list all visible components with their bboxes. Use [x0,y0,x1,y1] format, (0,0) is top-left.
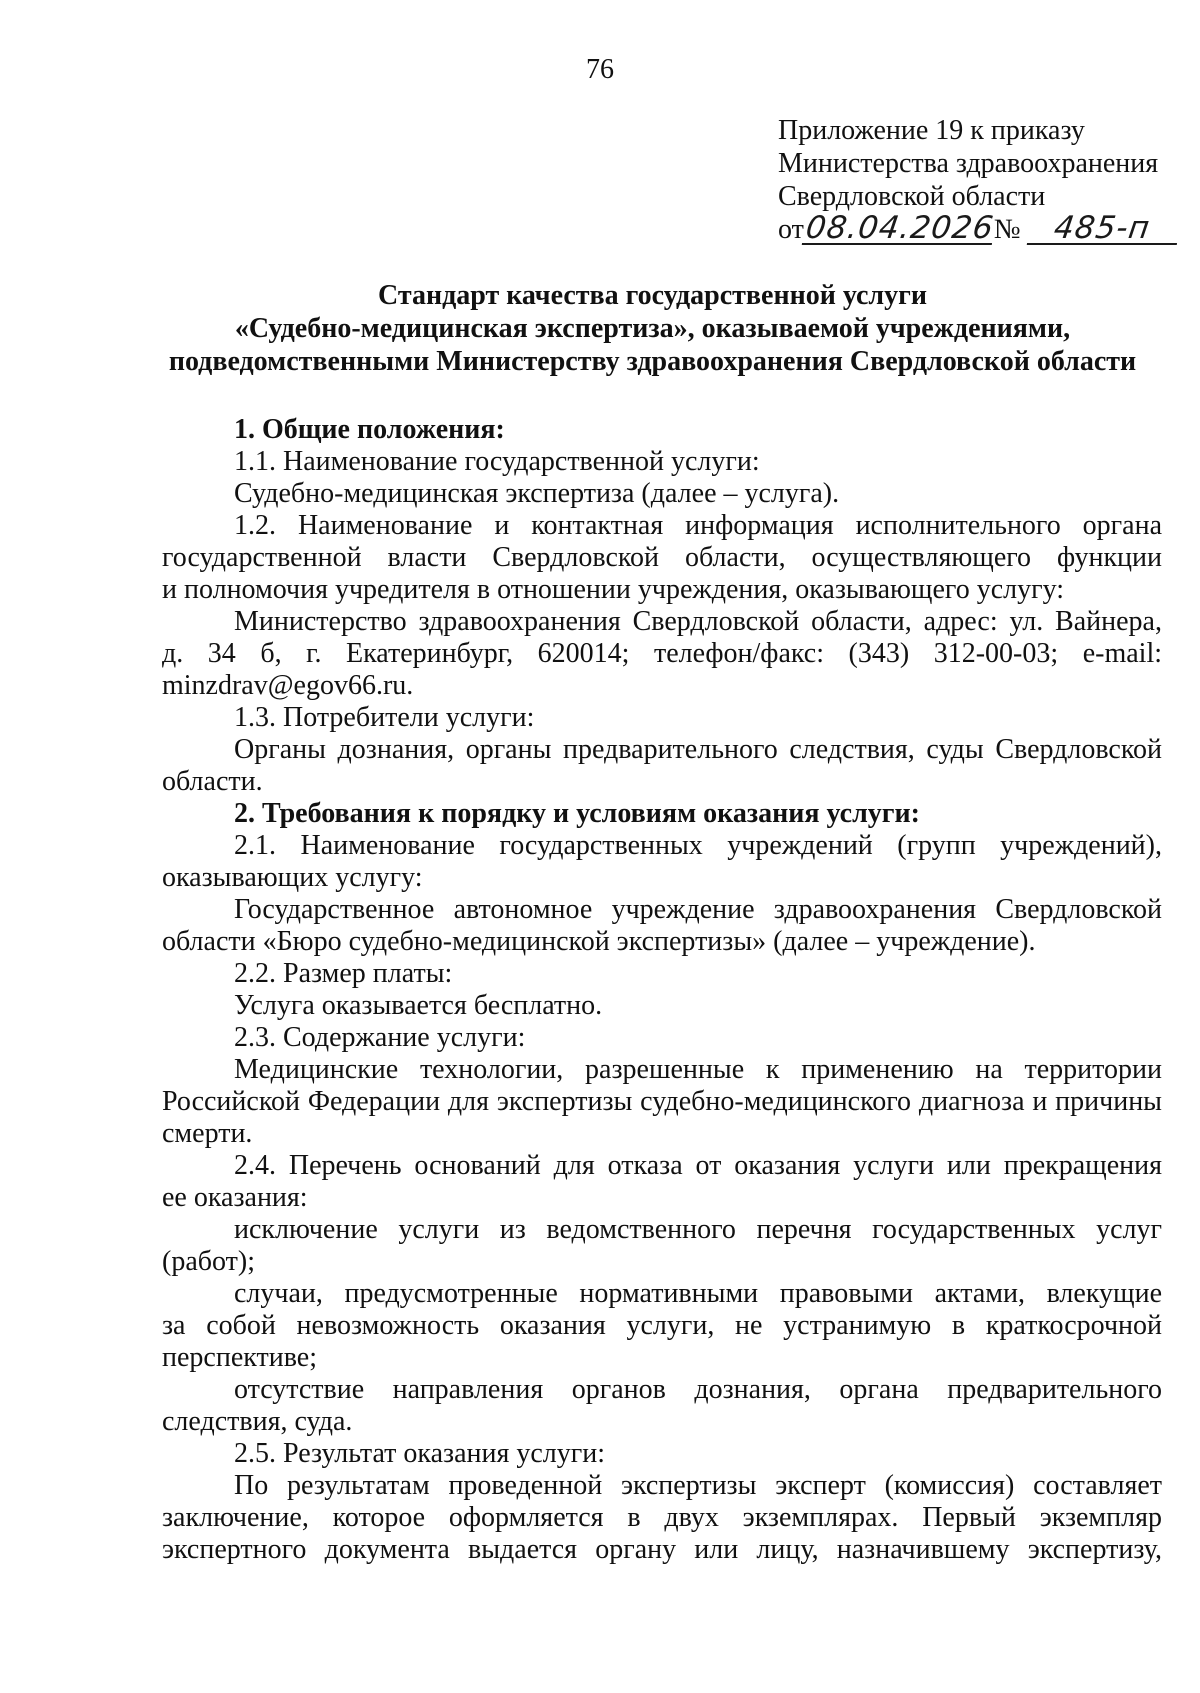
item-2-1-line-2: оказывающих услугу: [162,862,423,893]
item-2-5-text-line-1: По результатам проведенной экспертизы эксперт (комиссия) составляет [234,1470,1162,1501]
item-2-4-line-1: 2.4. Перечень оснований для отказа от оказания услуги или прекращения [234,1150,1162,1181]
item-1-3-text-line-1: Органы дознания, органы предварительного следствия, суды Свердловской [234,734,1162,765]
item-2-4-reason-2-line-1: случаи, предусмотренные нормативными правовыми актами, влекущие [234,1278,1162,1309]
item-2-3-text-line-2: Российской Федерации для экспертизы судебно-медицинского диагноза и причины [162,1086,1162,1117]
section-2-heading: 2. Требования к порядку и условиям оказания услуги: [234,798,920,829]
item-1-3-text-line-2: области. [162,766,263,797]
item-2-4-reason-1-line-2: (работ); [162,1246,255,1277]
item-2-5: 2.5. Результат оказания услуги: [234,1438,605,1469]
annex-line-3: Свердловской области [778,181,1046,212]
item-2-4-reason-1-line-1: исключение услуги из ведомственного перечня государственных услуг [234,1214,1162,1245]
title-line-3: подведомственными Министерству здравоохранения Свердловской области [168,346,1137,377]
item-2-4-reason-2-line-2: за собой невозможность оказания услуги, не устранимую в краткосрочной [162,1310,1162,1341]
item-1-2-email: minzdrav@egov66.ru. [162,670,414,701]
item-2-1-text-line-1: Государственное автономное учреждение здравоохранения Свердловской [234,894,1162,925]
item-2-1-line-1: 2.1. Наименование государственных учреждений (групп учреждений), [234,830,1162,861]
annex-reference [778,114,1178,246]
annex-from-label: от [778,214,804,245]
handwritten-order-number: 485-п [1026,213,1180,245]
item-1-2-line-3: и полномочия учредителя в отношении учреждения, оказывающего услугу: [162,574,1064,605]
item-2-4-reason-3-line-1: отсутствие направления органов дознания, органа предварительного [234,1374,1162,1405]
title-line-1: Стандарт качества государственной услуги [378,280,927,311]
item-2-3-text-line-1: Медицинские технологии, разрешенные к применению на территории [234,1054,1162,1085]
item-1-1-text: Судебно-медицинская экспертиза (далее – услуга). [234,478,840,509]
item-2-2: 2.2. Размер платы: [234,958,453,989]
number-sign: № [993,214,1021,245]
item-1-1: 1.1. Наименование государственной услуги: [234,446,760,477]
item-2-5-text-line-2: заключение, которое оформляется в двух экземплярах. Первый экземпляр [162,1502,1162,1533]
item-1-2-line-2: государственной власти Свердловской области, осуществляющего функции [162,542,1162,573]
annex-date-line [778,210,1178,246]
item-2-2-text: Услуга оказывается бесплатно. [234,990,603,1021]
item-2-5-text-line-3: экспертного документа выдается органу или лицу, назначившему экспертизу, [162,1534,1162,1565]
page-number: 76 [586,54,614,85]
item-1-2-text-line-2: д. 34 б, г. Екатеринбург, 620014; телефон/факс: (343) 312-00-03; e-mail: [162,638,1162,669]
item-2-4-line-2: ее оказания: [162,1182,308,1213]
item-2-4-reason-2-line-3: перспективе; [162,1342,317,1373]
item-1-3: 1.3. Потребители услуги: [234,702,535,733]
document-body [162,414,1162,1566]
item-2-3-text-line-3: смерти. [162,1118,253,1149]
handwritten-date: 08.04.2026 [803,210,997,246]
item-1-2-line-1: 1.2. Наименование и контактная информация исполнительного органа [234,510,1162,541]
item-2-4-reason-3-line-2: следствия, суда. [162,1406,353,1437]
annex-line-1: Приложение 19 к приказу [778,115,1085,146]
section-1-heading: 1. Общие положения: [234,414,505,445]
item-2-1-text-line-2: области «Бюро судебно-медицинской экспертизы» (далее – учреждение). [162,926,1036,957]
document-title [150,279,1155,378]
annex-line-2: Министерства здравоохранения [778,148,1159,179]
title-line-2: «Судебно-медицинская экспертиза», оказываемой учреждениями, [234,313,1071,344]
item-2-3: 2.3. Содержание услуги: [234,1022,526,1053]
item-1-2-text-line-1: Министерство здравоохранения Свердловской области, адрес: ул. Вайнера, [234,606,1162,637]
